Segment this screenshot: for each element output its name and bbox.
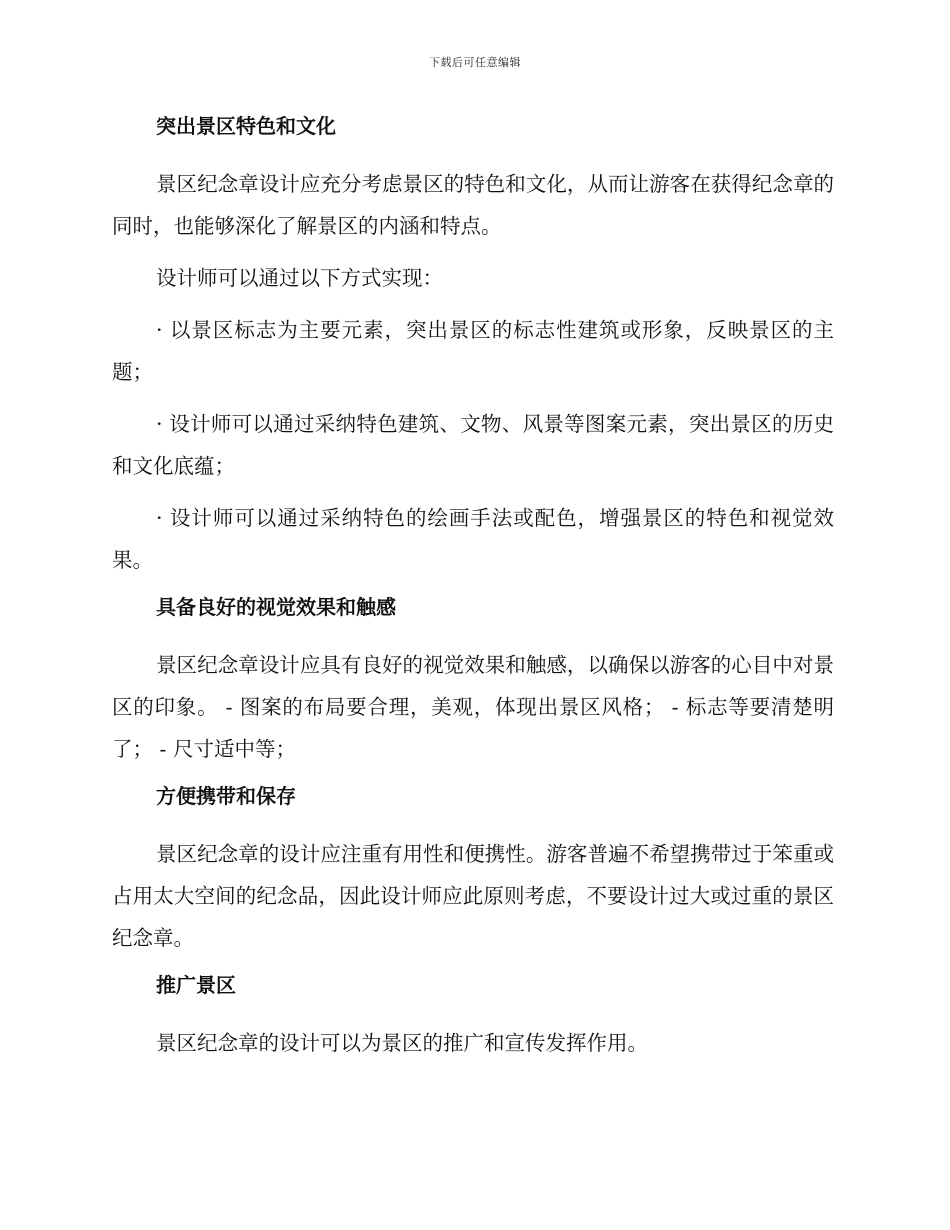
section-heading: 具备良好的视觉效果和触感 <box>156 595 396 619</box>
section-promotion <box>112 969 834 1064</box>
paragraph: 景区纪念章设计应具有良好的视觉效果和触感，以确保以游客的心目中对景区的印象。 - 图案的布局要合理，美观，体现出景区风格； - 标志等要清楚明了； - 尺寸适中等； <box>112 653 834 761</box>
paragraph: 景区纪念章的设计可以为景区的推广和宣传发挥作用。 <box>156 1031 648 1055</box>
bullet-item: · 设计师可以通过采纳特色的绘画手法或配色，增强景区的特色和视觉效果。 <box>112 506 834 572</box>
section-heading: 推广景区 <box>156 973 236 997</box>
paragraph: 景区纪念章设计应充分考虑景区的特色和文化，从而让游客在获得纪念章的同时，也能够深化了解景区的内涵和特点。 <box>112 172 834 238</box>
paragraph: 设计师可以通过以下方式实现： <box>156 266 443 290</box>
bullet-item: · 设计师可以通过采纳特色建筑、文物、风景等图案元素，突出景区的历史和文化底蕴； <box>112 412 834 478</box>
section-culture <box>112 110 834 581</box>
page-header: 下载后可任意编辑 <box>429 56 521 69</box>
section-heading: 方便携带和保存 <box>156 784 296 808</box>
section-visual-effect <box>112 591 834 770</box>
paragraph: 景区纪念章的设计应注重有用性和便携性。游客普遍不希望携带过于笨重或占用太大空间的纪念品，因此设计师应此原则考虑，不要设计过大或过重的景区纪念章。 <box>112 842 834 950</box>
document-body <box>112 110 834 1074</box>
section-portability <box>112 780 834 959</box>
bullet-item: · 以景区标志为主要元素，突出景区的标志性建筑或形象，反映景区的主题； <box>112 318 834 384</box>
section-heading: 突出景区特色和文化 <box>156 114 336 138</box>
